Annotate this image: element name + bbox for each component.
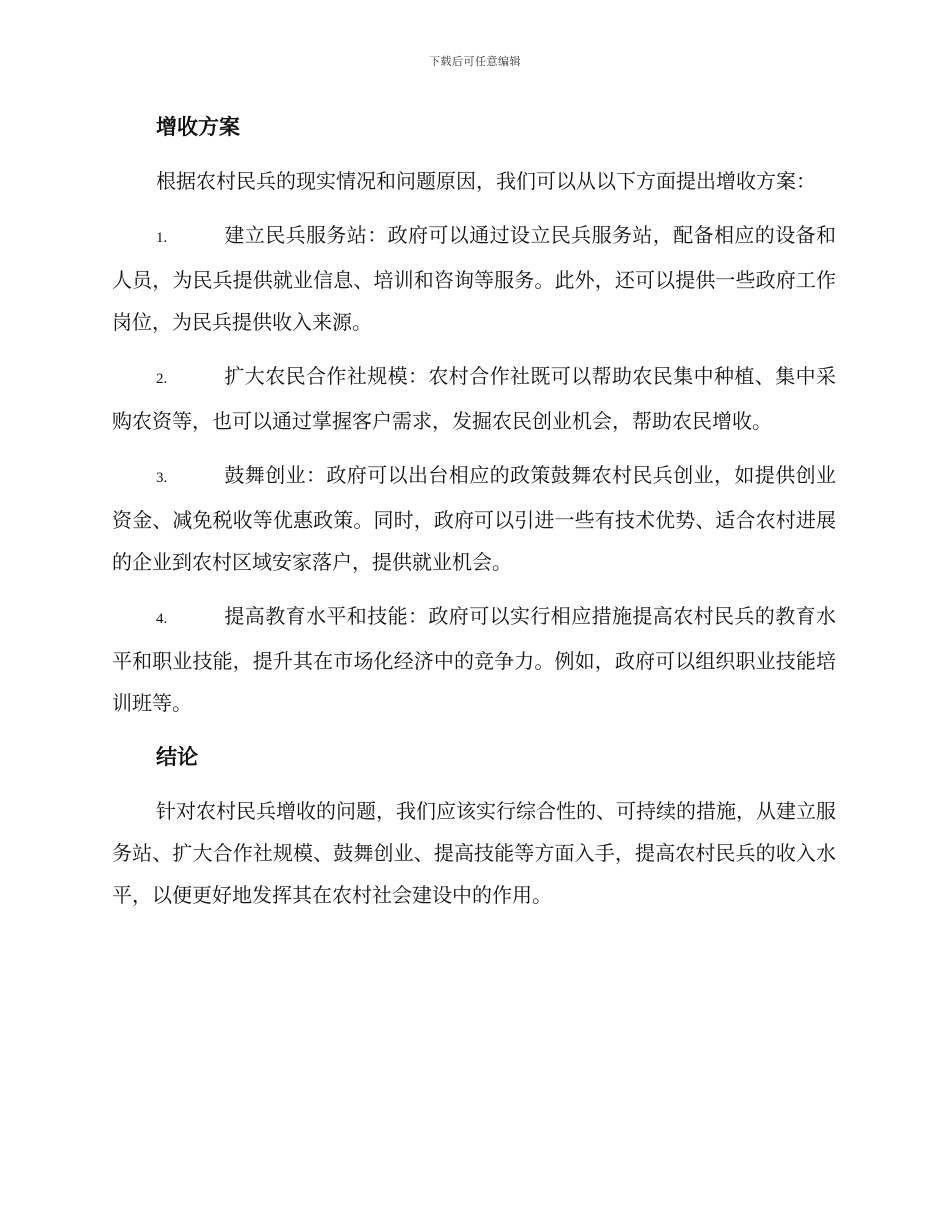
list-item: [112, 214, 836, 343]
list-item-text: 提高教育水平和技能：政府可以实行相应措施提高农村民兵的教育水平和职业技能，提升其在市场化经济中的竞争力。例如，政府可以组织职业技能培训班等。: [112, 604, 836, 715]
list-item-text: 建立民兵服务站：政府可以通过设立民兵服务站，配备相应的设备和人员，为民兵提供就业信息、培训和咨询等服务。此外，还可以提供一些政府工作岗位，为民兵提供收入来源。: [112, 223, 836, 334]
list-item: [112, 595, 836, 724]
section-heading-conclusion: 结论: [156, 744, 198, 769]
list-item-number: 1.: [156, 230, 168, 246]
conclusion-paragraph: 针对农村民兵增收的问题，我们应该实行综合性的、可持续的措施，从建立服务站、扩大合作社规模、鼓舞创业、提高技能等方面入手，提高农村民兵的收入水平，以便更好地发挥其在农村社会建设中的作用。: [112, 799, 836, 907]
list-item-number: 2.: [156, 371, 168, 387]
list-item-text: 鼓舞创业：政府可以出台相应的政策鼓舞农村民兵创业，如提供创业资金、减免税收等优惠政策。同时，政府可以引进一些有技术优势、适合农村进展的企业到农村区域安家落户，提供就业机会。: [112, 463, 836, 574]
list-item-number: 4.: [156, 611, 168, 627]
document-body: [112, 106, 836, 916]
list-item: [112, 454, 836, 583]
page-header: 下载后可任意编辑: [429, 55, 521, 68]
list-item-number: 3.: [156, 470, 168, 486]
intro-paragraph: 根据农村民兵的现实情况和问题原因，我们可以从以下方面提出增收方案：: [156, 169, 816, 193]
list-item-text: 扩大农民合作社规模：农村合作社既可以帮助农民集中种植、集中采购农资等，也可以通过掌握客户需求，发掘农民创业机会，帮助农民增收。: [112, 364, 836, 433]
section-heading-income-plan: 增收方案: [156, 114, 240, 139]
list-item: [112, 355, 836, 442]
